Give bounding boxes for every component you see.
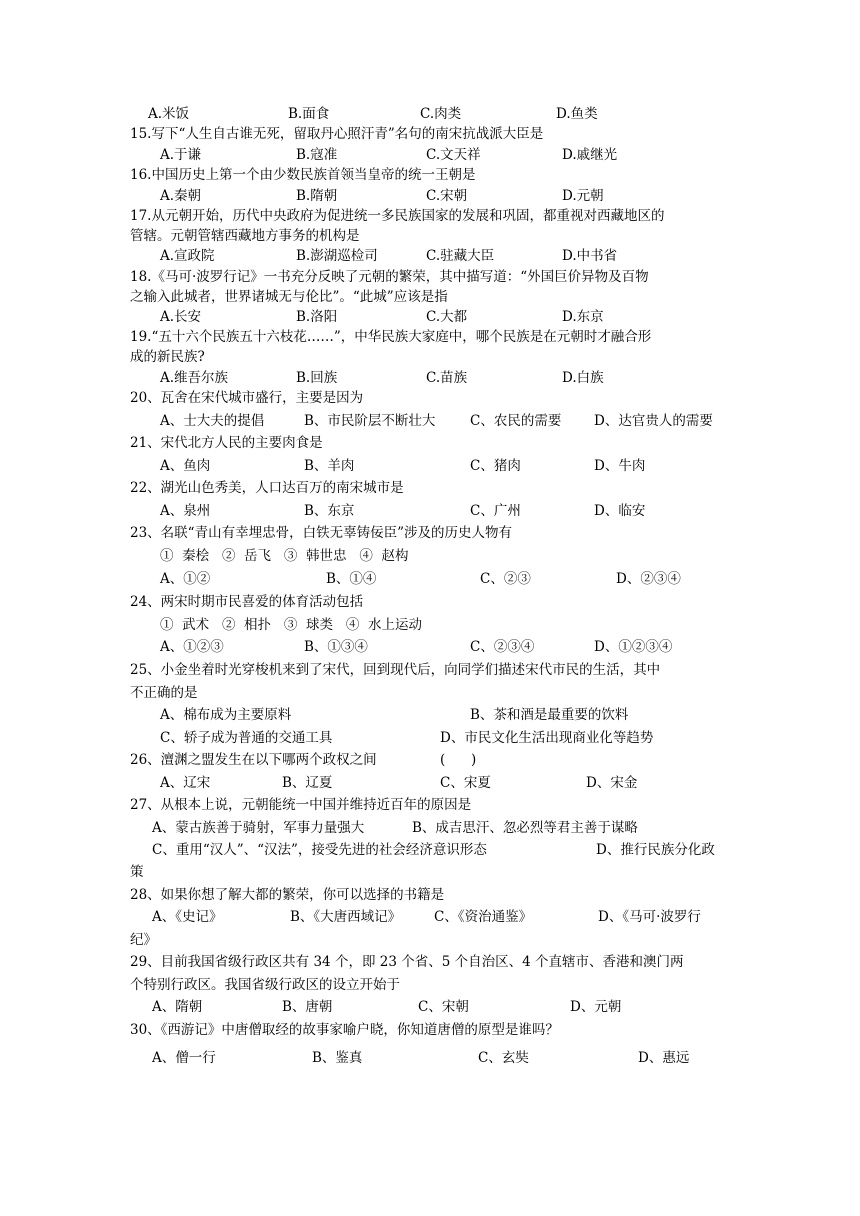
- q29-option-c: C、宋朝: [418, 999, 469, 1015]
- q16-option-d: D.元朝: [562, 188, 604, 204]
- q22-option-c: C、广州: [470, 503, 521, 519]
- q24-items: ① 武术 ② 相扑 ③ 球类 ④ 水上运动: [160, 617, 422, 633]
- q17-stem-line1: 17.从元朝开始，历代中央政府为促进统一多民族国家的发展和巩固，都重视对西藏地区的: [130, 208, 665, 224]
- q20-option-d: D、达官贵人的需要: [594, 413, 713, 429]
- q28-stem: 28、如果你想了解大都的繁荣，你可以选择的书籍是: [130, 887, 445, 903]
- q23-items: ① 秦桧 ② 岳飞 ③ 韩世忠 ④ 赵构: [160, 548, 409, 564]
- q28-option-d: D、《马可·波罗行: [598, 909, 701, 925]
- q18-stem-line1: 18.《马可·波罗行记》一书充分反映了元朝的繁荣，其中描写道：“外国巨价异物及百物: [130, 269, 649, 285]
- q15-option-b: B.寇准: [296, 147, 338, 163]
- q27-option-d: D、推行民族分化政: [596, 842, 715, 858]
- q25-stem-line2: 不正确的是: [130, 685, 198, 701]
- q23-option-c: C、②③: [480, 571, 531, 587]
- q23-option-d: D、②③④: [616, 571, 681, 587]
- q29-option-a: A、隋朝: [152, 999, 203, 1015]
- q22-option-b: B、东京: [304, 503, 355, 519]
- q21-stem: 21、宋代北方人民的主要肉食是: [130, 435, 323, 451]
- q23-stem: 23、名联“青山有幸埋忠骨，白铁无辜铸佞臣”涉及的历史人物有: [130, 525, 512, 541]
- q19-stem-line2: 成的新民族?: [130, 349, 205, 365]
- q27-option-a: A、蒙古族善于骑射，军事力量强大: [152, 820, 365, 836]
- q28-option-c: C、《资治通鉴》: [434, 909, 533, 925]
- q18-option-a: A.长安: [160, 309, 202, 325]
- q19-stem-line1: 19.“五十六个民族五十六枝花……”，中华民族大家庭中，哪个民族是在元朝时才融合形: [130, 329, 652, 345]
- q27-stem: 27、从根本上说，元朝能统一中国并维持近百年的原因是: [130, 797, 472, 813]
- q29-option-b: B、唐朝: [282, 999, 333, 1015]
- q29-stem-line2: 个特别行政区。我国省级行政区的设立开始于: [130, 977, 400, 993]
- q24-option-b: B、①③④: [304, 639, 368, 655]
- q16-option-c: C.宋朝: [426, 188, 468, 204]
- q20-option-c: C、农民的需要: [470, 413, 562, 429]
- q28-option-a: A、《史记》: [152, 909, 223, 925]
- q25-stem-line1: 25、小金坐着时光穿梭机来到了宋代，回到现代后，向同学们描述宋代市民的生活，其中: [130, 662, 661, 678]
- q15-stem: 15.写下“人生自古谁无死，留取丹心照汗青”名句的南宋抗战派大臣是: [130, 126, 544, 142]
- q27-option-d-cont: 策: [130, 864, 144, 880]
- q21-option-b: B、羊肉: [304, 458, 355, 474]
- q28-option-d-cont: 纪》: [130, 932, 157, 948]
- q16-stem: 16.中国历史上第一个由少数民族首领当皇帝的统一王朝是: [130, 167, 476, 183]
- q14-option-c: C.肉类: [420, 106, 462, 122]
- q17-option-d: D.中书省: [562, 248, 618, 264]
- q15-option-c: C.文天祥: [426, 147, 481, 163]
- q17-option-b: B.澎湖巡检司: [296, 248, 378, 264]
- q22-option-a: A、泉州: [160, 503, 211, 519]
- q30-option-c: C、玄奘: [478, 1050, 529, 1066]
- q18-option-c: C.大都: [426, 309, 468, 325]
- q27-option-c: C、重用“汉人”、“汉法”，接受先进的社会经济意识形态: [152, 842, 487, 858]
- q20-option-b: B、市民阶层不断壮大: [304, 413, 436, 429]
- q18-option-d: D.东京: [562, 309, 604, 325]
- q26-option-b: B、辽夏: [282, 775, 333, 791]
- q14-option-d: D.鱼类: [556, 106, 598, 122]
- q26-option-d: D、宋金: [586, 775, 638, 791]
- q23-option-b: B、①④: [326, 571, 377, 587]
- q22-stem: 22、湖光山色秀美，人口达百万的南宋城市是: [130, 480, 404, 496]
- q16-option-a: A.秦朝: [160, 188, 202, 204]
- q30-option-b: B、鉴真: [312, 1050, 363, 1066]
- q21-option-a: A、鱼肉: [160, 458, 211, 474]
- q16-option-b: B.隋朝: [296, 188, 338, 204]
- q22-option-d: D、临安: [594, 503, 646, 519]
- q18-stem-line2: 之输入此城者，世界诸城无与伦比”。“此城”应该是指: [130, 289, 448, 305]
- q30-option-a: A、僧一行: [152, 1050, 216, 1066]
- q26-answer-blank: ( ): [440, 752, 477, 768]
- q21-option-d: D、牛肉: [594, 458, 646, 474]
- q24-option-a: A、①②③: [160, 639, 224, 655]
- q29-option-d: D、元朝: [570, 999, 622, 1015]
- q29-stem-line1: 29、目前我国省级行政区共有 34 个，即 23 个省、5 个自治区、4 个直辖市、香港和澳门两: [130, 954, 684, 970]
- q23-option-a: A、①②: [160, 571, 211, 587]
- q19-option-a: A.维吾尔族: [160, 370, 229, 386]
- q14-option-a: A.米饭: [148, 106, 190, 122]
- q18-option-b: B.洛阳: [296, 309, 338, 325]
- q19-option-d: D.白族: [562, 370, 604, 386]
- q30-stem: 30、《西游记》中唐僧取经的故事家喻户晓，你知道唐僧的原型是谁吗？: [130, 1022, 559, 1038]
- q24-option-d: D、①②③④: [594, 639, 673, 655]
- q21-option-c: C、猪肉: [470, 458, 521, 474]
- q24-option-c: C、②③④: [470, 639, 535, 655]
- q26-option-c: C、宋夏: [440, 775, 491, 791]
- q28-option-b: B、《大唐西域记》: [290, 909, 402, 925]
- q26-stem: 26、澶渊之盟发生在以下哪两个政权之间: [130, 752, 377, 768]
- q25-option-a: A、棉布成为主要原料: [160, 707, 292, 723]
- q20-stem: 20、瓦舍在宋代城市盛行，主要是因为: [130, 390, 364, 406]
- q25-option-b: B、茶和酒是最重要的饮料: [470, 707, 629, 723]
- q24-stem: 24、两宋时期市民喜爱的体育活动包括: [130, 594, 364, 610]
- q25-option-c: C、轿子成为普通的交通工具: [160, 730, 333, 746]
- q20-option-a: A、士大夫的提倡: [160, 413, 265, 429]
- q14-option-b: B.面食: [288, 106, 330, 122]
- q17-option-c: C.驻藏大臣: [426, 248, 495, 264]
- q30-option-d: D、惠远: [638, 1050, 690, 1066]
- q15-option-a: A.于谦: [160, 147, 202, 163]
- q19-option-c: C.苗族: [426, 370, 468, 386]
- q19-option-b: B.回族: [296, 370, 338, 386]
- q25-option-d: D、市民文化生活出现商业化等趋势: [440, 730, 654, 746]
- q26-option-a: A、辽宋: [160, 775, 211, 791]
- q17-option-a: A.宣政院: [160, 248, 215, 264]
- q15-option-d: D.戚继光: [562, 147, 618, 163]
- q27-option-b: B、成吉思汗、忽必烈等君主善于谋略: [412, 820, 638, 836]
- q17-stem-line2: 管辖。元朝管辖西藏地方事务的机构是: [130, 228, 360, 244]
